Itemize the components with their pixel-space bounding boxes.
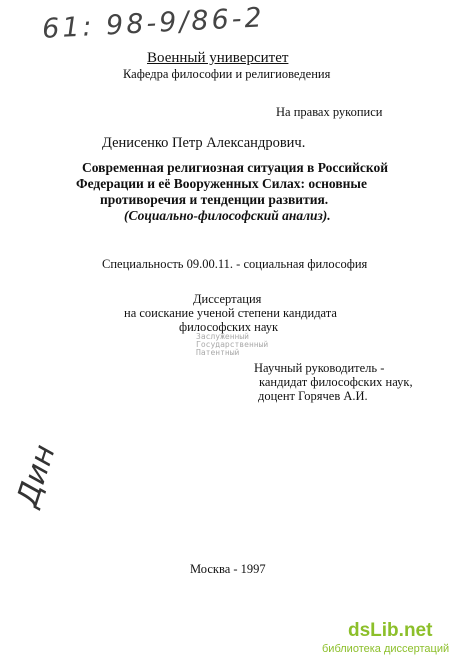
degree-line-1: на соискание ученой степени кандидата	[124, 306, 337, 320]
subtitle: (Социально-философский анализ).	[124, 208, 331, 223]
margin-signature: Дин	[10, 440, 63, 511]
title-line-2: Федерации и её Вооруженных Силах: основные	[76, 176, 367, 191]
watermark-logo-text: dsLib.net	[348, 620, 433, 641]
city-year: Москва - 1997	[190, 562, 266, 576]
title-line-1: Современная религиозная ситуация в Российской	[82, 160, 389, 175]
stamp-line-1: Заслуженный	[196, 332, 249, 341]
university-name: Военный университет	[147, 50, 289, 66]
watermark-logo[interactable]	[348, 620, 432, 642]
stamp-line-2: Государственный	[196, 340, 269, 349]
supervisor-line-1: Научный руководитель -	[254, 361, 385, 375]
dissertation-label: Диссертация	[193, 292, 262, 306]
watermark-caption: библиотека диссертаций	[322, 643, 450, 655]
archive-code: 61: 98-9/86-2	[41, 2, 266, 45]
specialty: Специальность 09.00.11. - социальная философия	[102, 257, 368, 271]
supervisor-line-3: доцент Горячев А.И.	[258, 389, 368, 403]
author-name: Денисенко Петр Александрович.	[102, 135, 306, 151]
library-stamp	[196, 333, 268, 357]
manuscript-rights: На правах рукописи	[276, 105, 383, 119]
department-name: Кафедра философии и религиоведения	[123, 67, 331, 81]
degree-line-2: философских наук	[179, 320, 279, 334]
supervisor-line-2: кандидат философских наук,	[259, 375, 413, 389]
stamp-line-3: Патентный	[196, 348, 240, 357]
title-line-3: противоречия и тенденции развития.	[100, 192, 329, 207]
